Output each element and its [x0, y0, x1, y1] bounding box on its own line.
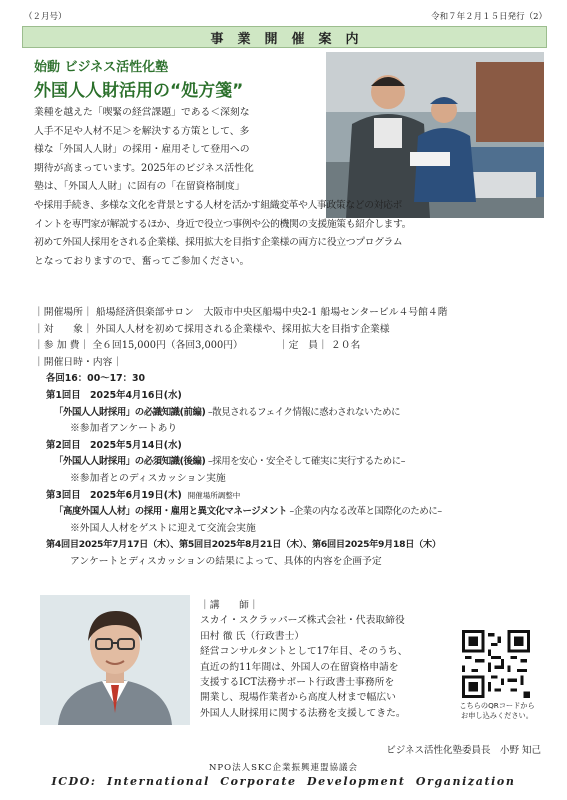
- lecturer-bio-line: 開業し、現場作業者から高度人材まで幅広い: [200, 692, 396, 704]
- lecturer-photo: [40, 595, 190, 725]
- lead-line: 初めて外国人採用をされる企業様、採用拡大を目指す企業様の両方に役立つプログラム: [34, 237, 403, 249]
- session-1-date: 第1回目 2025年4月16日(水): [46, 389, 182, 401]
- target-row: ｜対 象｜ 外国人人材を初めて採用される企業様や、採用拡大を目指す企業様: [34, 323, 390, 335]
- future-sessions: 第4回目2025年7月17日（木）、第5回目2025年8月21日（木）、第6回目2025年9月18日（木）: [46, 539, 441, 551]
- publish-date: 令和７年２月１５日発行（2）: [431, 12, 547, 22]
- page-footer: [0, 761, 567, 788]
- lead-paragraph: [34, 104, 544, 271]
- session-1-note: ※参加者アンケートあり: [70, 423, 178, 435]
- session-2-title: 「外国人人財採用」の必須知識(後編) –採用を安心・安全そして確実に実行するために–: [54, 456, 406, 468]
- fee-capacity-row: [34, 338, 549, 355]
- qr-code[interactable]: [462, 630, 530, 698]
- lead-line: 塾は、「外国人人財」に固有の「在留資格制度」: [34, 181, 245, 193]
- future-note: アンケートとディスカッションの結果によって、具体的内容を企画予定: [70, 555, 382, 567]
- schedule-label: ｜開催日時・内容｜: [34, 356, 123, 368]
- section-banner: [22, 26, 547, 48]
- lead-line: となっておりますので、奮ってご参加ください。: [34, 255, 250, 267]
- session-3-title: 「高度外国人人材」の採用・雇用と異文化マネージメント –企業の内なる改革と国際化のために–: [54, 506, 442, 518]
- article-kicker: 始動 ビジネス活性化塾: [34, 60, 169, 75]
- issue-label: （２月号）: [24, 12, 67, 22]
- session-time: 各回16：00～17：30: [46, 373, 146, 385]
- lead-line: イントを専門家が解説するほか、身近で役立つ事例や公的機関の支援施策も紹介します。: [34, 218, 412, 230]
- lecturer-label: ｜講 師｜: [200, 600, 259, 611]
- lecturer-bio-line: 外国人人財採用に関する法務を支援してきた。: [200, 707, 406, 719]
- event-details: [34, 305, 549, 571]
- lead-line: 業種を越えた「喫緊の経営課題」である＜深刻な: [34, 107, 250, 118]
- committee-signature: ビジネス活性化塾委員長 小野 知己: [386, 745, 541, 756]
- lecturer-company: スカイ・スクラッパーズ株式会社・代表取締役: [200, 615, 405, 627]
- venue-row: ｜開催場所｜ 船場経済倶楽部サロン 大阪市中央区船場中央2-1 船場センタービル４号館４階: [34, 307, 448, 318]
- session-1-title: 「外国人人財採用」の必識知識(前編) –散見されるフェイク情報に惑わされないために: [54, 406, 401, 418]
- lecturer-bio-line: 直近の約11年間は、外国人の在留資格申請を: [200, 661, 399, 673]
- fee-text: ｜参 加 費｜ 全６回15,000円（各回3,000円）: [34, 340, 243, 352]
- lead-line: 人手不足や人材不足＞を解決する方策として、多: [34, 125, 250, 137]
- lead-line: や採用手続き、多様な文化を背景とする人材を活かす組織変革や人事政策などの対応ポ: [34, 199, 403, 211]
- org-name-en: ICDO: International Corporate Development Organization: [51, 775, 516, 788]
- article-title: 外国人人財活用の“処方箋”: [34, 81, 244, 101]
- page-header: [24, 10, 547, 24]
- lecturer-bio-line: 経営コンサルタントとして17年目、そのうち、: [200, 646, 408, 658]
- lead-line: 期待が高まっています。2025年のビジネス活性化: [34, 162, 254, 174]
- capacity-text: ｜定 員｜ ２０名: [278, 340, 361, 352]
- lecturer-bio-line: 支援するICT法務サポート行政書士事務所を: [200, 677, 395, 689]
- lead-line: 様な「外国人人財」の採用・雇用そして登用への: [34, 144, 250, 156]
- session-2-note: ※参加者とのディスカッション実施: [70, 472, 226, 484]
- banner-title: 事業開催案内: [210, 31, 373, 47]
- qr-caption: こちらのQRコードから お申し込みください。: [459, 701, 535, 720]
- lecturer-info: [200, 598, 450, 721]
- venue-pending-note: 開催場所調整中: [187, 490, 241, 500]
- session-3-note: ※外国人人材をゲストに迎えて交流会実施: [70, 522, 256, 534]
- lecturer-name: 田村 徹 氏（行政書士）: [200, 630, 305, 642]
- session-3-date: 第3回目 2025年6月19日(木) 開催場所調整中: [46, 489, 241, 501]
- session-2-date: 第2回目 2025年5月14日(水): [46, 439, 182, 451]
- org-name-jp: NPO法人SKC企業振興連盟協議会: [208, 763, 359, 773]
